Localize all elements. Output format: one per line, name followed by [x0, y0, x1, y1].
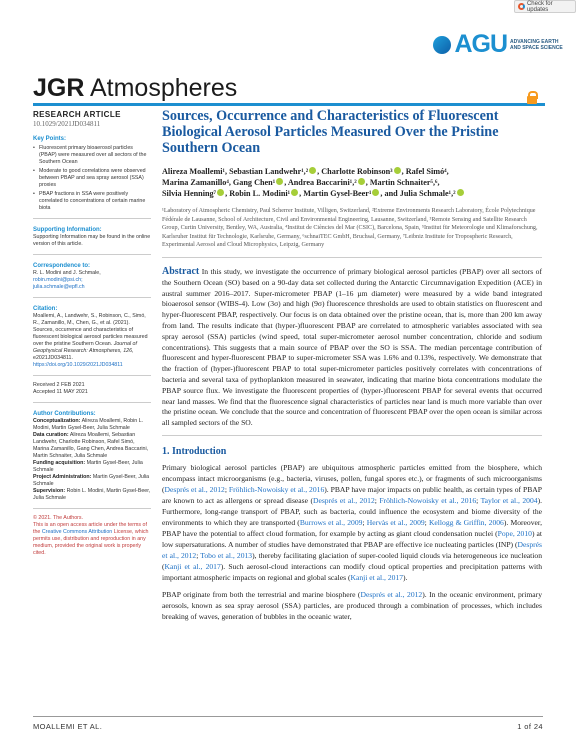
check-for-updates-badge[interactable] [514, 0, 576, 13]
reference-link[interactable]: Després et al., 2012 [312, 495, 375, 505]
authors-text: , Robin L. Modini¹ [225, 189, 291, 198]
check-updates-label: Check for updates [526, 0, 553, 13]
contribution-names: Martin Gysel-Beer, Julia Schmale [33, 460, 143, 473]
reference-link[interactable]: Kanji et al., 2017 [164, 561, 221, 571]
orcid-icon[interactable] [276, 178, 283, 185]
page-number: 1 of 24 [517, 722, 543, 731]
reference-link[interactable]: Taylor et al., 2004 [480, 495, 538, 505]
authors-text: , Martin Schnaiter⁵,⁶, [365, 178, 440, 187]
divider [33, 402, 151, 403]
article-title: Sources, Occurrence and Characteristics of Fluorescent Biological Aerosol Particles Measured Over the Pristine Southern Ocean [162, 108, 499, 156]
authors-text: Silvia Henning⁷ [162, 189, 217, 198]
orcid-icon[interactable] [291, 189, 298, 196]
article-main [162, 108, 542, 622]
citation-text: Moallemi, A., Landwehr, S., Robinson, C., Simó, R., Zamanillo, M., Chen, G., et al. (2021). Sources, occurrence and characteristics of fluorescent biological aerosol particles measured over the pristine Southern Ocean. [33, 313, 148, 347]
key-points-heading: Key Points: [33, 136, 67, 142]
contribution-item [33, 474, 151, 488]
journal-name: Atmospheres [89, 74, 238, 102]
contribution-item [33, 418, 151, 432]
abstract-text: In this study, we investigate the occurrence of primary biological aerosol particles (PBAP) over all sectors of the Southern Ocean (SO) based on a 90-day data set collected during the Antarctic Circumnavigation Expedition (ACE) in austral summer 2016–2017. Super-micrometer PBAP (1–16 µm diameter) were measured by a wide band integrated bioaerosol sensor (WIBS-4). Low (3σ) and high (9σ) fluorescence thresholds are used to obtain statistics on fluorescent and hyper-fluorescent PBAP, respectively. Our focus is on data obtained over the pristine ocean, that is, more than 200 km away from land. The results indicate that (hyper-)fluorescent PBAP are correlated to atmospheric variables associated with sea spray aerosol (SSA) particles (wind speed, total super-micrometer aerosol number concentration, chloride and sodium concentrations). This suggests that a main source of PBAP over the SO is SSA. The median percentage contribution of fluorescent and hyper-fluorescent PBAP to super-micrometer SSA was 1.6% and 0.13%, respectively. We demonstrate that the fraction of (hyper-)fluorescent PBAP to total super-micrometer particles positively correlates with concentrations of bacteria and several taxa of pythoplankton measured in seawater, indicating that marine biota concentrations modulate the PBAP source flux. We investigate the fluorescent properties of (hyper-)fluorescent PBAP for several events that occurred near land masses. We find that the fluorescence signal characteristics of particles near land is much more variable than over the pristine ocean. We conclude that the source and concentration of fluorescent PBAP over the open ocean is similar across all sampled sectors of the SO. [162, 266, 542, 428]
article-type: RESEARCH ARTICLE [33, 110, 121, 119]
citation-rest: , e2021JD034811. [33, 348, 134, 361]
update-icon [518, 3, 525, 10]
authors-text: , Charlotte Robinson³ [317, 167, 393, 176]
reference-link[interactable]: Pope, 2010 [497, 528, 532, 538]
reference-link[interactable]: Fröhlich-Nowoisky et al., 2016 [379, 495, 477, 505]
publisher-name: AGU [454, 30, 507, 58]
reference-link[interactable]: Hervàs et al., 2009 [366, 517, 425, 527]
reference-link[interactable]: Kanji et al., 2017 [350, 572, 404, 582]
key-points-list [33, 145, 151, 212]
orcid-icon[interactable] [358, 178, 365, 185]
sidebar [33, 110, 151, 557]
abstract [162, 266, 542, 436]
body-paragraph: Primary biological aerosol particles (PBAP) are ubiquitous atmospheric particles emitted from the biosphere, which encompass intact microorganisms (e.g., bacteria, viruses, pollen, fungal spores etc.), or fragments of such microorganisms (Després et al., 2012; Fröhlich-Nowoisky et al., 2016). PBAP have major impacts on public health, as certain types of PBAP are known to act as allergens or spread disease (Després et al., 2012; Fröhlich-Nowoisky et al., 2016; Taylor et al., 2004). Furthermore, long-range transport of PBAP, such as bacteria, could influence the ecosystem and biome diversity of the environments to which they are transported (Burrows et al., 2009; Hervàs et al., 2009; Kellogg & Griffin, 2006). Moreover, PBAP have the potential to affect cloud formation, for example by acting as giant cloud condensation nuclei (Pope, 2010) at low supersaturations. A number of studies have demonstrated that PBAP are effective ice nucleating particles (INP) (Després et al., 2012; Tobo et al., 2013), thereby facilitating glaciation of super-cooled liquid clouds via heterogeneous ice nucleation (Kanji et al., 2017). Such aerosol-cloud interactions can modify cloud optical properties and precipitation patterns with important atmospheric impacts on regional and global scales (Kanji et al., 2017). [162, 462, 543, 582]
creative-commons-link[interactable]: Creative Commons Attribution [41, 529, 113, 535]
contribution-names: Robin L. Modini, Martin Gysel-Beer, Julia Schmale [33, 488, 151, 501]
license-block [33, 515, 151, 557]
journal-title [33, 74, 237, 103]
reference-link[interactable]: Kellogg & Griffin, 2006 [428, 517, 504, 527]
page-footer [33, 716, 543, 731]
open-access-icon [527, 92, 540, 104]
divider [33, 508, 151, 509]
divider [33, 375, 151, 376]
contribution-item [33, 432, 151, 460]
reference-link[interactable]: Fröhlich-Nowoisky et al., 2016 [228, 484, 325, 494]
contribution-role: Data curation: [33, 432, 69, 438]
reference-link[interactable]: Després et al., 2012 [360, 589, 423, 599]
publisher-logo [433, 30, 564, 59]
authors-text: Alireza Moallemi¹, Sebastian Landwehr¹,² [162, 167, 309, 176]
contribution-role: Conceptualization: [33, 418, 81, 424]
contribution-names: Alireza Moallemi, Sebastian Landwehr, Charlotte Robinson, Rafel Simó, Marina Zamanillo, Gang Chen, Andrea Baccarini, Martin Schnaiter, Julia Schmale [33, 432, 149, 459]
license-text: This is an open access article under the terms of the [33, 522, 147, 535]
citation-journal: Journal of Geophysical Research: Atmospheres, [33, 341, 137, 354]
author-contributions-heading: Author Contributions: [33, 411, 96, 417]
contribution-item [33, 460, 151, 474]
affiliations: ¹Laboratory of Atmospheric Chemistry, Paul Scherrer Institute, Villigen, Switzerland, ²Extreme Environments Research Laboratory, École Polytechnique Fédérale de Lausanne, School of Architecture, Civil and Environmental Engineering, Lausanne, Switzerland, ³Remote Sensing and Satellite Research Group, Curtin University, Bentley, WA, Australia, ⁴Institut de Ciències del Mar (CSIC), Barcelona, Spain, ⁵Institut für Meteorologie und Klimaforschung, Karlsruher Institut für Technologie, Karlsruhe, Germany, ⁶schnaiTEC GmbH, Bruchsal, Germany, ⁷Leibniz Institute for Tropospheric Research, Experimental Aerosol and Cloud Microphysics, Leipzig, Germany [162, 207, 542, 258]
citation-volume: 126 [123, 348, 133, 354]
orcid-icon[interactable] [394, 167, 401, 174]
header-rule [33, 103, 545, 106]
accepted-date: Accepted 11 MAY 2021 [33, 389, 88, 395]
contribution-role: Project Administration: [33, 474, 92, 480]
section-heading-introduction: 1. Introduction [162, 445, 227, 457]
correspondence-names: R. L. Modini and J. Schmale, [33, 270, 101, 276]
citation-doi-link[interactable]: https://doi.org/10.1029/2021JD034811 [33, 362, 123, 368]
body-paragraph: PBAP originate from both the terrestrial and marine biosphere (Després et al., 2012). In the oceanic environment, primary aerosols, known as sea spray aerosol (SSA) particles, are produced through a combination of processes, which includes breaking of waves, generation of bubbles in the oceanic water, [162, 589, 542, 621]
key-point: • PBAP fractions in SSA were positively correlated to concentrations of certain marine biota [33, 191, 151, 212]
orcid-icon[interactable] [309, 167, 316, 174]
citation-heading: Citation: [33, 306, 58, 312]
authors-text: , Rafel Simó⁴, [401, 167, 449, 176]
contribution-names: Alireza Moallemi, Robin L. Modini, Martin Gysel-Beer, Julia Schmale [33, 418, 144, 431]
received-date: Received 2 FEB 2021 [33, 382, 85, 388]
orcid-icon[interactable] [372, 189, 379, 196]
agu-globe-icon [433, 36, 451, 54]
reference-link[interactable]: Tobo et al., 2013 [200, 550, 253, 560]
contribution-item [33, 488, 151, 502]
authors-text: , Martin Gysel-Beer¹ [299, 189, 372, 198]
reference-link[interactable]: Després et al., 2012 [164, 484, 225, 494]
divider [33, 218, 151, 219]
correspondence-heading: Correspondence to: [33, 263, 91, 269]
copyright-notice: © 2021. The Authors. [33, 515, 84, 521]
publisher-tagline: ADVANCING EARTH AND SPACE SCIENCE [510, 38, 563, 51]
divider [33, 297, 151, 298]
journal-prefix: JGR [33, 74, 85, 102]
reference-link[interactable]: Burrows et al., 2009 [299, 517, 363, 527]
abstract-heading: Abstract [162, 265, 200, 277]
author-list [162, 166, 542, 199]
divider [33, 254, 151, 255]
supporting-info-heading: Supporting Information: [33, 227, 102, 233]
authors-text: , Andrea Baccarini¹,² [284, 178, 357, 187]
article-doi: 10.1029/2021JD034811 [33, 120, 101, 128]
correspondence-email-link[interactable]: julia.schmale@epfl.ch [33, 284, 85, 290]
contribution-role: Supervision: [33, 488, 66, 494]
license-text: License, which permits use, distribution and reproduction in any medium, provided the original work is properly cited. [33, 529, 149, 556]
contribution-role: Funding acquisition: [33, 460, 86, 466]
authors-text: , and Julia Schmale¹,² [380, 189, 456, 198]
reference-link[interactable]: Després et al., 2012 [162, 539, 542, 560]
contribution-names: Martin Gysel-Beer, Julia Schmale [33, 474, 150, 487]
correspondence-email-link[interactable]: robin.modini@psi.ch; [33, 277, 83, 283]
orcid-icon[interactable] [217, 189, 224, 196]
footer-author: MOALLEMI ET AL. [33, 722, 103, 731]
orcid-icon[interactable] [457, 189, 464, 196]
citation-block [33, 313, 151, 369]
authors-text: Marina Zamanillo⁴, Gang Chen¹ [162, 178, 276, 187]
key-point: • Moderate to good correlations were observed between PBAP and sea spray aerosol (SSA) proxies [33, 168, 151, 189]
supporting-info-text: Supporting Information may be found in the online version of this article. [33, 234, 151, 247]
key-point: • Fluorescent primary bioaerosol particles (PBAP) were measured over all sectors of the Southern Ocean [33, 145, 151, 166]
